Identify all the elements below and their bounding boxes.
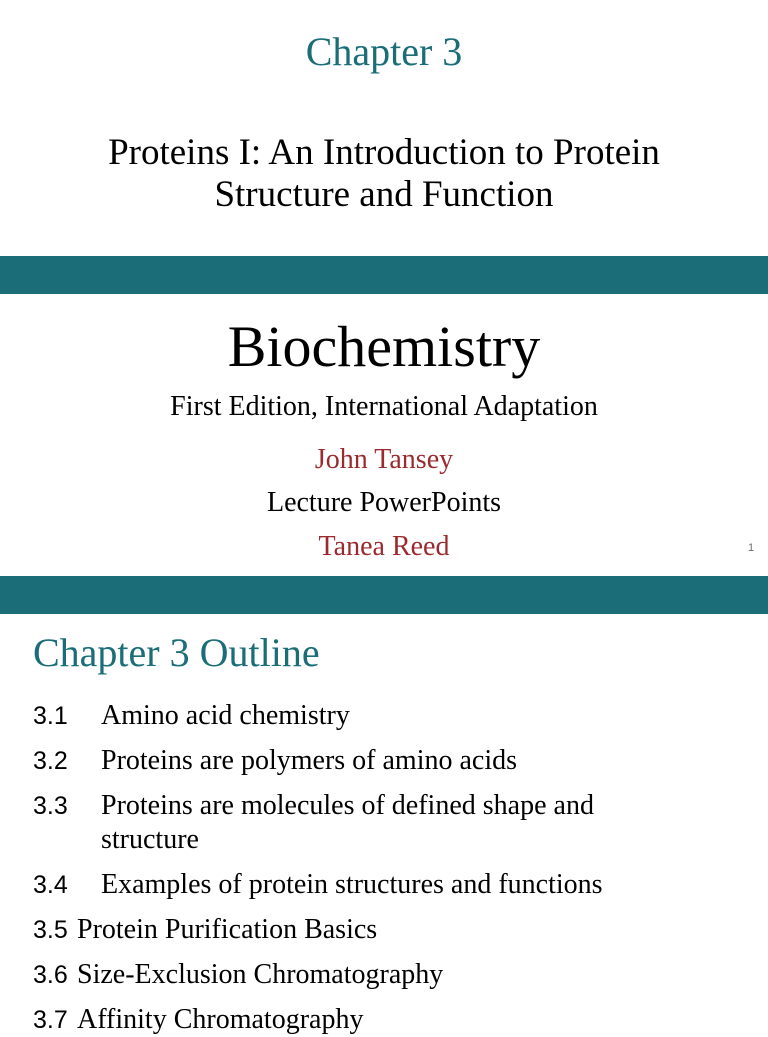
book-title: Biochemistry xyxy=(227,314,541,379)
outline-item-text: Affinity Chromatography xyxy=(77,1004,364,1035)
outline-item-text: Proteins are molecules of defined shape and xyxy=(101,790,594,821)
outline-item-text: Size-Exclusion Chromatography xyxy=(77,959,444,990)
outline-item-number: 3.2 xyxy=(33,747,68,775)
outline-item-text-continued: structure xyxy=(101,824,199,855)
outline-item-text: Examples of protein structures and functions xyxy=(101,869,603,900)
outline-item-number: 3.4 xyxy=(33,871,68,899)
slide-divider-band xyxy=(0,256,768,294)
outline-item-text: Amino acid chemistry xyxy=(101,700,350,731)
edition-subtitle: First Edition, International Adaptation xyxy=(170,391,598,422)
outline-item-number: 3.1 xyxy=(33,702,68,730)
outline-heading: Chapter 3 Outline xyxy=(33,630,320,675)
slide-number: 1 xyxy=(748,542,755,554)
chapter-title-line-1: Proteins I: An Introduction to Protein xyxy=(108,132,660,173)
outline-item-number: 3.6 xyxy=(33,961,68,989)
outline-item-number: 3.5 xyxy=(33,916,68,944)
outline-item-number: 3.7 xyxy=(33,1006,68,1034)
presenter-name: Tanea Reed xyxy=(318,531,450,562)
chapter-heading: Chapter 3 xyxy=(305,29,463,74)
slide-divider-band xyxy=(0,576,768,614)
lecture-label: Lecture PowerPoints xyxy=(266,487,502,518)
outline-item-text: Protein Purification Basics xyxy=(77,914,378,945)
author-name: John Tansey xyxy=(314,444,454,475)
outline-item-text: Proteins are polymers of amino acids xyxy=(101,745,518,776)
chapter-title-slide xyxy=(0,0,768,256)
outline-item-number: 3.3 xyxy=(33,792,68,820)
chapter-title-line-2: Structure and Function xyxy=(214,174,554,215)
